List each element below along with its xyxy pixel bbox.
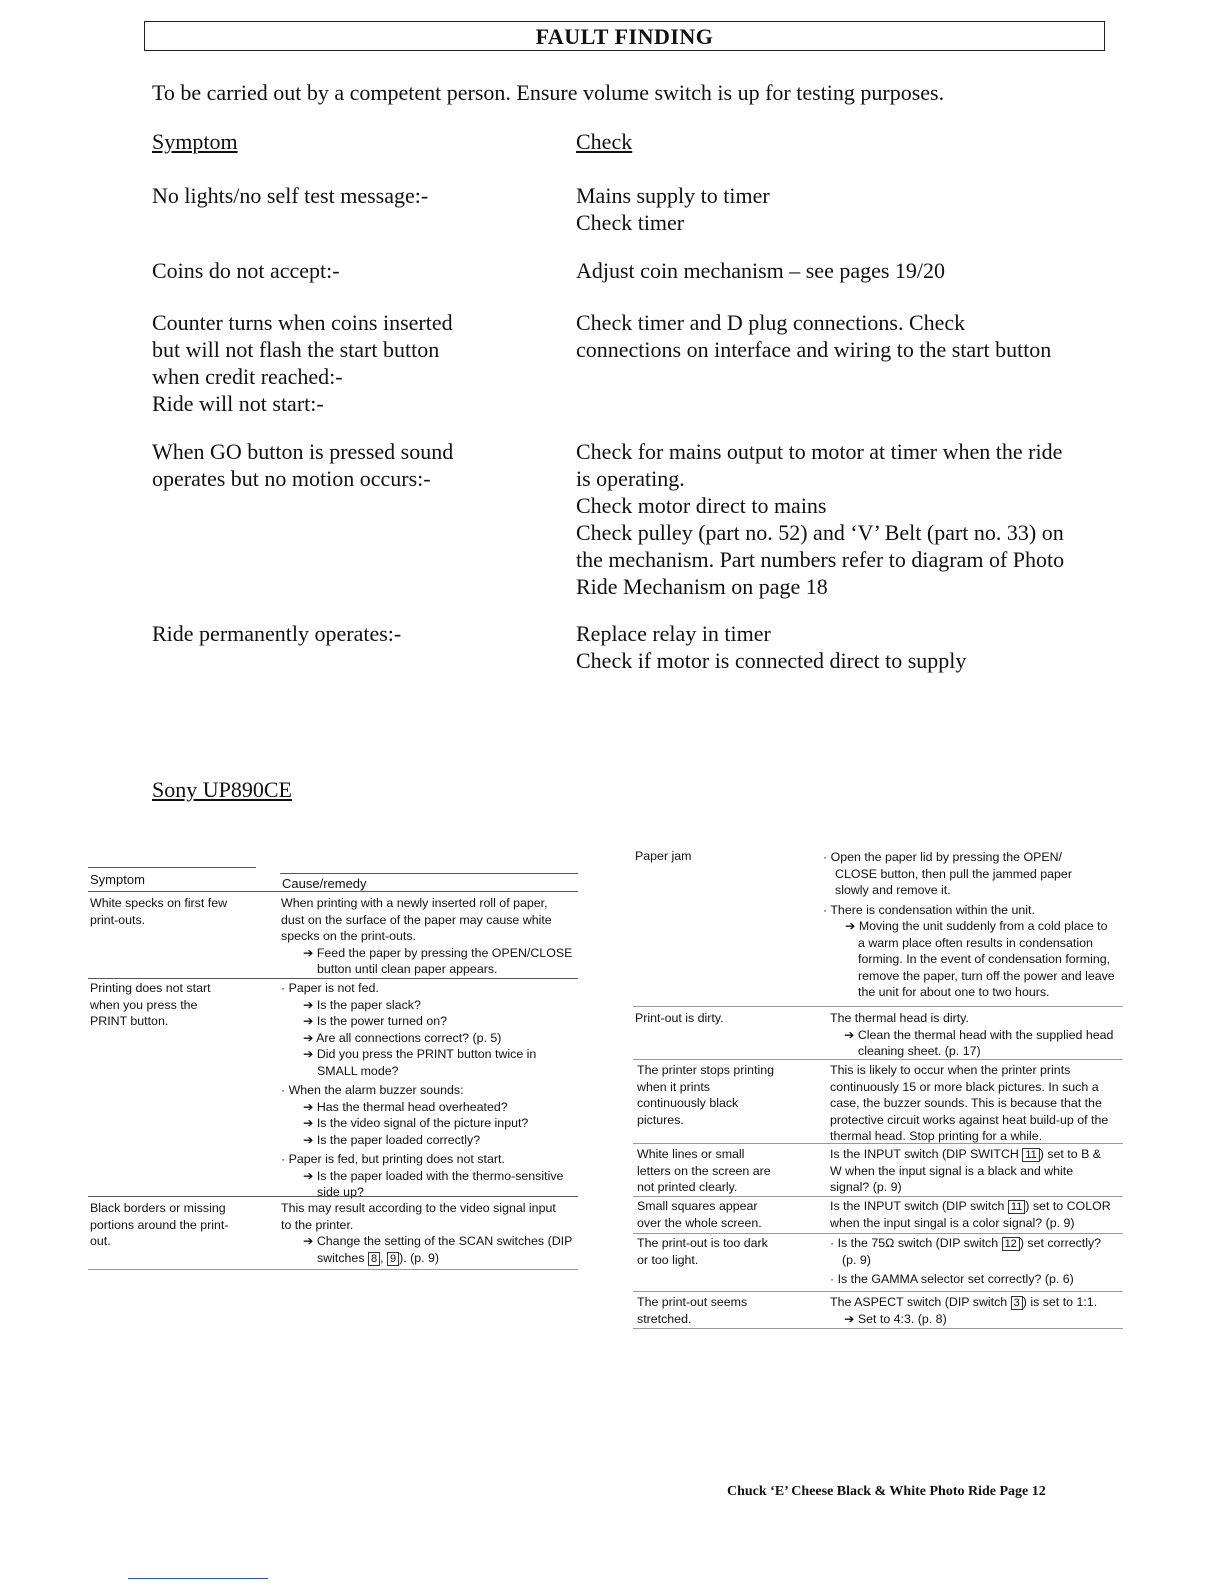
- sony-right-row-2-symptom: Print-out is dirty.: [635, 1011, 724, 1025]
- cause-text: Is the 75Ω switch (DIP switch: [837, 1236, 1002, 1250]
- dip-switch-box: 11: [1022, 1148, 1039, 1162]
- main-row-4-check-line: Check for mains output to motor at timer when the ride: [576, 439, 1063, 464]
- main-row-4-symptom-line: When GO button is pressed sound: [152, 439, 454, 464]
- footer-rule: [128, 1578, 268, 1579]
- sony-right-row-5-symptom: [637, 1198, 817, 1231]
- arrow-right-icon: ➔: [303, 1168, 314, 1183]
- arrow-right-icon: ➔: [844, 1027, 855, 1042]
- cause-line: [830, 1146, 1130, 1163]
- remedy-line: [281, 1013, 581, 1030]
- main-row-4-check-line: is operating.: [576, 466, 685, 491]
- symptom-line: letters on the screen are: [637, 1163, 771, 1178]
- cause-line: specks on the print-outs.: [281, 929, 416, 943]
- sony-cause-header: Cause/remedy: [282, 876, 367, 891]
- arrow-right-icon: ➔: [303, 945, 314, 960]
- main-row-1-check-line: Mains supply to timer: [576, 183, 770, 208]
- cause-text: Is the INPUT switch (DIP SWITCH: [830, 1147, 1023, 1161]
- symptom-line: Small squares appear: [637, 1199, 758, 1213]
- remedy-line: [281, 1233, 581, 1250]
- remedy-line: [281, 1030, 581, 1047]
- symptom-line: portions around the print-: [90, 1217, 229, 1232]
- main-row-5-check-line: Check if motor is connected direct to supply: [576, 648, 967, 673]
- remedy-line: [830, 1027, 1130, 1044]
- cause-text: Is the INPUT switch (DIP switch: [830, 1199, 1008, 1213]
- sony-right-row-5-cause: [830, 1198, 1130, 1231]
- main-row-1-check: [576, 182, 770, 236]
- sony-right-row-6-symptom: [637, 1235, 817, 1268]
- rule: [633, 1328, 1123, 1329]
- remedy-line: [281, 1168, 581, 1185]
- main-row-4-check-line: Check pulley (part no. 52) and ‘V’ Belt (part no. 33) on: [576, 520, 1064, 545]
- symptom-line: pictures.: [637, 1112, 684, 1127]
- symptom-line: The print-out seems: [637, 1295, 748, 1309]
- sony-heading: Sony UP890CE: [152, 777, 292, 802]
- main-row-3-check-line: Check timer and D plug connections. Check: [576, 310, 966, 335]
- rule: [88, 978, 578, 979]
- remedy-line: [281, 997, 581, 1014]
- main-row-2-check-line: Adjust coin mechanism – see pages 19/20: [576, 258, 946, 283]
- cause-bullet: · Is the GAMMA selector set correctly? (p. 6): [830, 1272, 1074, 1286]
- rule: [633, 1006, 1123, 1007]
- cause-line: to the printer.: [281, 1217, 354, 1232]
- symptom-line: PRINT button.: [90, 1014, 169, 1028]
- cause-bullet: · There is condensation within the unit.: [823, 902, 1035, 917]
- remedy-text: Moving the unit suddenly from a cold place to: [858, 919, 1108, 933]
- sony-symptom-header: Symptom: [90, 872, 145, 887]
- dip-switch-box: 9: [387, 1252, 399, 1266]
- remedy-text: Change the setting of the SCAN switches (DIP: [316, 1234, 573, 1248]
- remedy-line: [830, 1311, 1130, 1328]
- rule: [633, 1233, 1123, 1234]
- sony-left-row-2-cause: [281, 980, 581, 1201]
- remedy-line: button until clean paper appears.: [317, 962, 498, 976]
- remedy-line: switches 8 , 9 ). (p. 9): [317, 1250, 440, 1265]
- arrow-right-icon: ➔: [844, 1311, 855, 1326]
- cause-line: [830, 1198, 1130, 1215]
- remedy-text: Is the power turned on?: [316, 1014, 448, 1028]
- remedy-line: [281, 1115, 581, 1132]
- sony-right-row-6-cause: [830, 1235, 1130, 1288]
- remedy-line: [281, 1046, 581, 1063]
- rule: [88, 867, 256, 868]
- dip-switch-box: 3: [1011, 1296, 1023, 1310]
- arrow-right-icon: ➔: [303, 1132, 314, 1147]
- main-row-4-symptom-line: operates but no motion occurs:-: [152, 466, 431, 491]
- remedy-line: remove the paper, turn off the power and leave: [858, 968, 1115, 983]
- sony-left-row-1-symptom: [90, 895, 270, 928]
- cause-line: (p. 9): [842, 1252, 871, 1267]
- main-row-5-check-line: Replace relay in timer: [576, 621, 771, 646]
- symptom-line: print-outs.: [90, 912, 146, 927]
- sony-right-row-1-symptom: Paper jam: [635, 849, 692, 863]
- main-row-5-check: [576, 620, 966, 674]
- main-row-2-symptom: [152, 257, 340, 284]
- cause-line: This may result according to the video signal input: [281, 1201, 556, 1215]
- arrow-right-icon: ➔: [845, 919, 856, 933]
- symptom-line: when you press the: [90, 997, 198, 1012]
- cause-line: when the input singal is a color signal? (p. 9): [830, 1215, 1075, 1230]
- cause-bullet: · Paper is not fed.: [281, 981, 379, 995]
- cause-text: Paper is fed, but printing does not start.: [288, 1152, 505, 1166]
- symptom-line: when it prints: [637, 1079, 711, 1094]
- cause-line: When printing with a newly inserted roll of paper,: [281, 896, 548, 910]
- main-row-3-symptom-line: when credit reached:-: [152, 364, 343, 389]
- arrow-right-icon: ➔: [303, 1014, 314, 1028]
- rule: [88, 1196, 578, 1197]
- main-row-3-symptom-line: Ride will not start:-: [152, 391, 324, 416]
- rule: [633, 1143, 1123, 1144]
- cause-line: W when the input signal is a black and white: [830, 1163, 1074, 1178]
- main-row-3-symptom: [152, 309, 453, 417]
- cause-line: The thermal head is dirty.: [830, 1011, 969, 1025]
- rule: [88, 891, 578, 892]
- rule: [88, 1269, 578, 1270]
- main-row-2-symptom-line: Coins do not accept:-: [152, 258, 340, 283]
- remedy-line: the unit for about one to two hours.: [858, 985, 1050, 999]
- rule: [280, 873, 578, 874]
- sony-right-row-2-cause: [830, 1010, 1130, 1060]
- remedy-text: switches: [317, 1250, 368, 1265]
- arrow-right-icon: ➔: [303, 1030, 314, 1045]
- rule: [633, 1196, 1123, 1197]
- remedy-text: Feed the paper by pressing the OPEN/CLOSE: [316, 945, 573, 960]
- remedy-text: Has the thermal head overheated?: [316, 1099, 508, 1114]
- cause-line: signal? (p. 9): [830, 1180, 902, 1194]
- sony-right-row-4-symptom: [637, 1146, 817, 1196]
- sony-left-row-1-cause: [281, 895, 581, 978]
- remedy-text: ). (p. 9): [399, 1250, 440, 1265]
- sony-right-row-4-cause: [830, 1146, 1130, 1196]
- cause-line: protective circuit works against heat build-up of the: [830, 1112, 1109, 1127]
- dip-switch-box: 11: [1008, 1200, 1025, 1214]
- main-row-3-check: [576, 309, 1051, 363]
- page-footer: Chuck ‘E’ Cheese Black & White Photo Ride Page 12: [727, 1484, 1046, 1499]
- check-header: Check: [576, 129, 633, 154]
- arrow-right-icon: ➔: [303, 997, 314, 1012]
- arrow-right-icon: ➔: [303, 1234, 314, 1248]
- main-row-3-symptom-line: but will not flash the start button: [152, 337, 440, 362]
- cause-line: continuously 15 or more black pictures. In such a: [830, 1079, 1099, 1094]
- cause-text: When the alarm buzzer sounds:: [288, 1083, 464, 1097]
- main-row-1-symptom-line: No lights/no self test message:-: [152, 183, 429, 208]
- cause-text: ) set to B &: [1039, 1147, 1102, 1161]
- cause-line: This is likely to occur when the printer prints: [830, 1063, 1071, 1077]
- remedy-line: forming. In the event of condensation forming,: [858, 952, 1111, 966]
- symptom-line: The printer stops printing: [637, 1063, 775, 1077]
- remedy-text: Are all connections correct? (p. 5): [316, 1030, 502, 1045]
- symptom-line: out.: [90, 1234, 111, 1248]
- cause-bullet: · Paper is fed, but printing does not start.: [281, 1152, 505, 1166]
- sony-right-row-7-symptom: [637, 1294, 817, 1327]
- symptom-header: Symptom: [152, 129, 238, 154]
- cause-text: There is condensation within the unit.: [830, 902, 1035, 917]
- main-row-4-check-line: Check motor direct to mains: [576, 493, 827, 518]
- sony-left-row-3-symptom: [90, 1200, 270, 1250]
- symptom-line: Printing does not start: [90, 981, 211, 995]
- cause-text: ) set to COLOR: [1025, 1199, 1111, 1213]
- sony-right-row-3-cause: [830, 1062, 1130, 1145]
- remedy-line: [281, 1132, 581, 1149]
- symptom-line: over the whole screen.: [637, 1215, 762, 1230]
- sony-left-row-2-symptom: [90, 980, 270, 1030]
- symptom-line: or too light.: [637, 1252, 699, 1267]
- symptom-line: White specks on first few: [90, 896, 228, 910]
- sony-left-row-3-cause: [281, 1200, 581, 1266]
- remedy-line: [281, 945, 581, 962]
- page-title: FAULT FINDING: [535, 24, 714, 49]
- remedy-text: Did you press the PRINT button twice in: [316, 1047, 537, 1061]
- rule: [633, 1059, 1123, 1060]
- main-row-3-symptom-line: Counter turns when coins inserted: [152, 310, 453, 335]
- intro-text: To be carried out by a competent person. Ensure volume switch is up for testing purposes.: [152, 80, 945, 105]
- remedy-text: Set to 4:3. (p. 8): [857, 1311, 947, 1326]
- remedy-text: Is the video signal of the picture input?: [316, 1116, 529, 1130]
- rule: [633, 1291, 1123, 1292]
- main-row-1-symptom: [152, 182, 428, 209]
- cause-bullet: · Open the paper lid by pressing the OPEN/: [823, 850, 1063, 864]
- sony-right-row-1-cause: [823, 849, 1128, 1001]
- cause-line: [830, 1294, 1130, 1311]
- cause-line: case, the buzzer sounds. This is because that the: [830, 1096, 1102, 1110]
- cause-line: CLOSE button, then pull the jammed paper: [835, 866, 1072, 881]
- arrow-right-icon: ➔: [303, 1047, 314, 1061]
- cause-line: thermal head. Stop printing for a while.: [830, 1129, 1043, 1143]
- remedy-line: a warm place often results in condensation: [858, 935, 1093, 950]
- cause-text: Is the GAMMA selector set correctly? (p. 6): [837, 1272, 1074, 1286]
- remedy-text: Is the paper loaded with the thermo-sensitive: [316, 1168, 564, 1183]
- remedy-line: side up?: [317, 1185, 364, 1199]
- cause-line: slowly and remove it.: [835, 883, 951, 897]
- sony-right-row-3-symptom: [637, 1062, 817, 1128]
- main-row-3-check-line: connections on interface and wiring to the start button: [576, 337, 1052, 362]
- title-box: [144, 21, 1105, 51]
- main-row-4-check-line: the mechanism. Part numbers refer to diagram of Photo: [576, 547, 1065, 572]
- sony-right-row-7-cause: [830, 1294, 1130, 1327]
- main-row-5-symptom-line: Ride permanently operates:-: [152, 621, 402, 646]
- cause-text: The ASPECT switch (DIP switch: [830, 1295, 1011, 1309]
- symptom-line: continuously black: [637, 1096, 739, 1110]
- cause-text: Paper is not fed.: [288, 981, 379, 995]
- symptom-line: Black borders or missing: [90, 1201, 226, 1215]
- cause-text: ) is set to 1:1.: [1022, 1295, 1098, 1309]
- cause-bullet: · When the alarm buzzer sounds:: [281, 1083, 464, 1097]
- cause-bullet: · Is the 75Ω switch (DIP switch 12 ) set correctly?: [830, 1236, 1102, 1250]
- dip-switch-box: 8: [368, 1252, 380, 1266]
- symptom-line: not printed clearly.: [637, 1180, 738, 1194]
- dip-switch-box: 12: [1002, 1237, 1020, 1251]
- remedy-line: [281, 1099, 581, 1116]
- arrow-right-icon: ➔: [303, 1116, 314, 1130]
- symptom-line: stretched.: [637, 1311, 692, 1326]
- main-row-4-symptom: [152, 438, 453, 492]
- remedy-line: cleaning sheet. (p. 17): [858, 1044, 981, 1058]
- main-row-4-check-line: Ride Mechanism on page 18: [576, 574, 828, 599]
- main-row-5-symptom: [152, 620, 401, 647]
- arrow-right-icon: ➔: [303, 1099, 314, 1114]
- remedy-line: SMALL mode?: [317, 1063, 399, 1078]
- cause-text: Open the paper lid by pressing the OPEN/: [830, 850, 1063, 864]
- symptom-line: White lines or small: [637, 1147, 745, 1161]
- remedy-text: Clean the thermal head with the supplied head: [857, 1027, 1114, 1042]
- main-row-4-check: [576, 438, 1064, 600]
- cause-text: ) set correctly?: [1019, 1236, 1102, 1250]
- remedy-line: [823, 918, 1128, 935]
- remedy-text: Is the paper loaded correctly?: [316, 1132, 481, 1147]
- main-row-1-check-line: Check timer: [576, 210, 685, 235]
- cause-line: dust on the surface of the paper may cause white: [281, 912, 552, 927]
- main-row-2-check: [576, 257, 945, 284]
- symptom-line: The print-out is too dark: [637, 1236, 768, 1250]
- remedy-text: Is the paper slack?: [316, 997, 421, 1012]
